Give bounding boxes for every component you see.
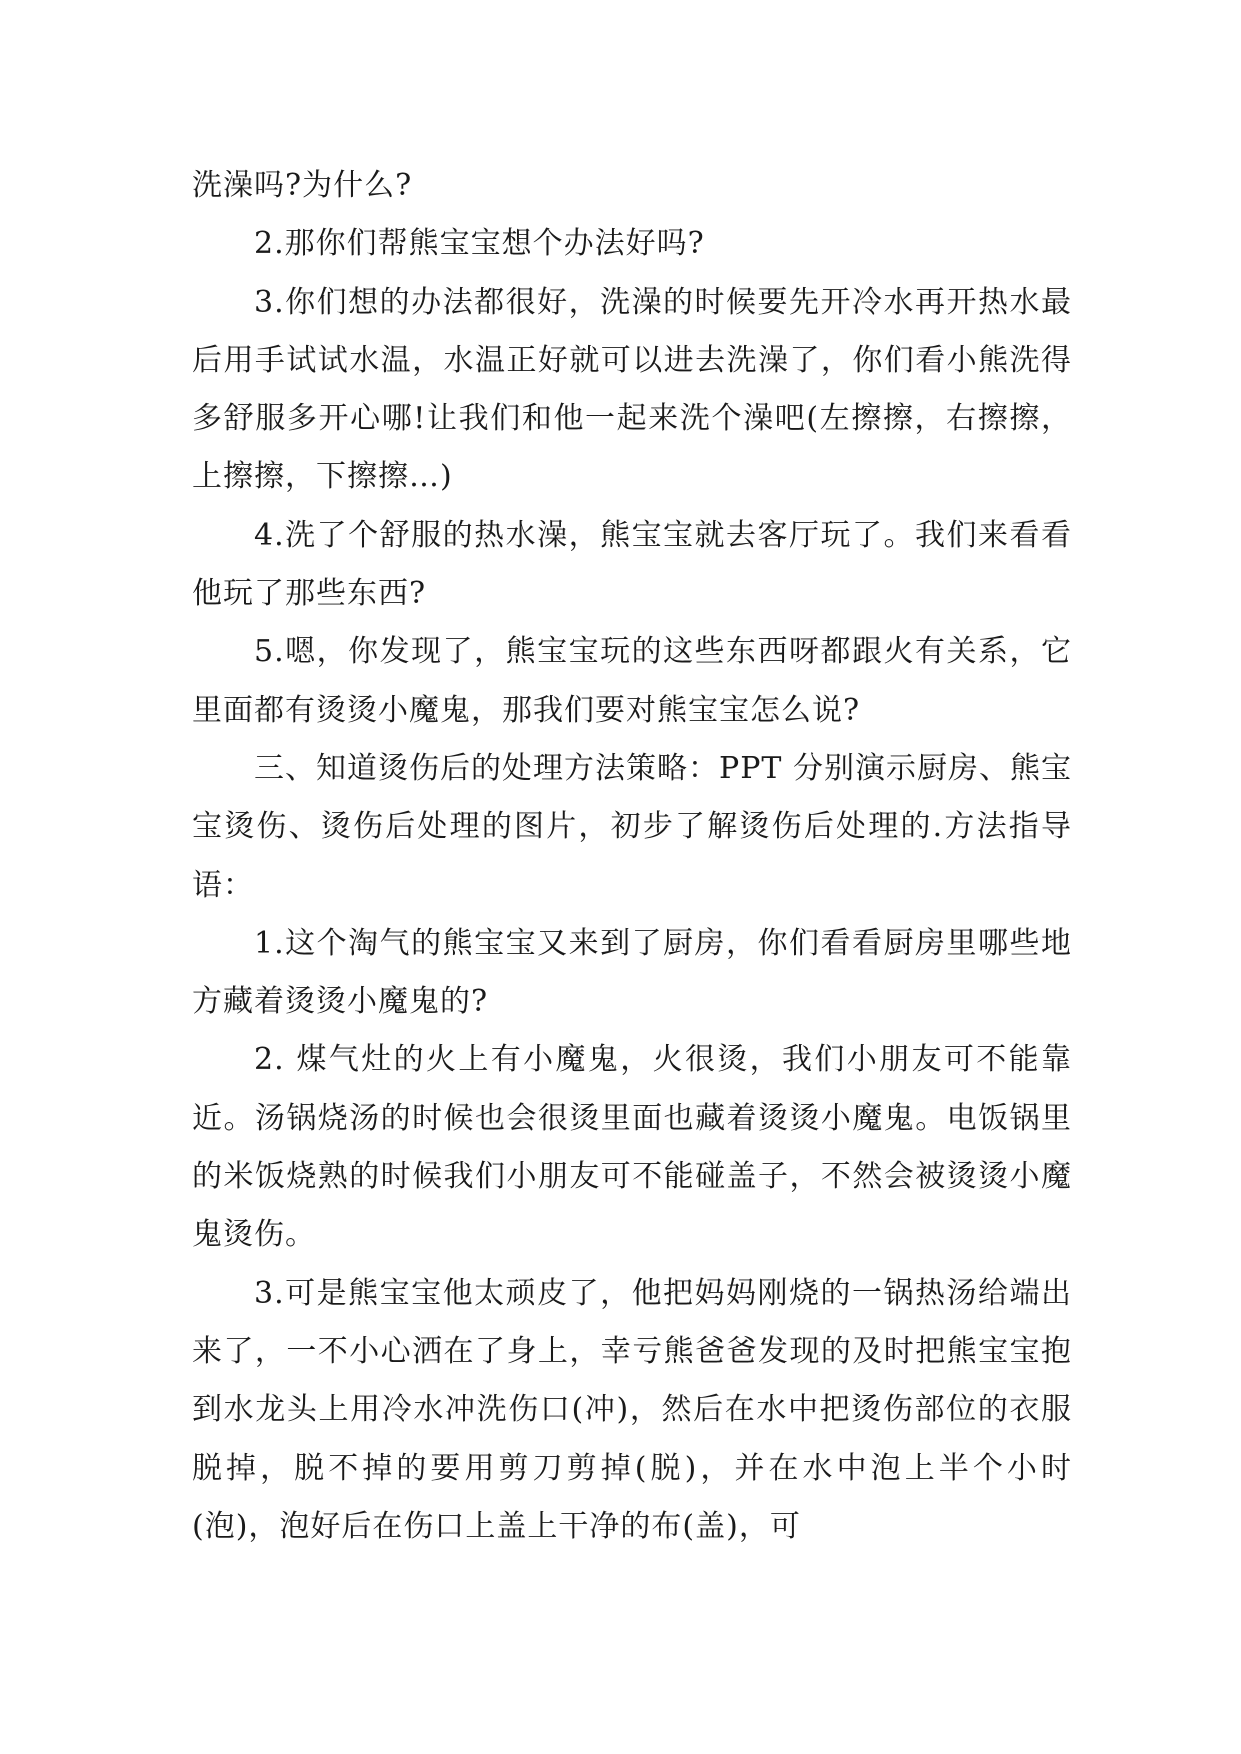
document-body <box>192 157 1072 1556</box>
paragraph-6: 三、知道烫伤后的处理方法策略：PPT 分别演示厨房、熊宝宝烫伤、烫伤后处理的图片，初步了解烫伤后处理的.方法指导语： <box>192 750 1072 903</box>
paragraph-1: 洗澡吗?为什么? <box>192 168 413 203</box>
paragraph-3: 3.你们想的办法都很好，洗澡的时候要先开冷水再开热水最后用手试试水温，水温正好就可以进去洗澡了，你们看小熊洗得多舒服多开心哪!让我们和他一起来洗个澡吧(左擦擦，右擦擦，上擦擦，下擦擦…) <box>192 284 1072 495</box>
paragraph-5: 5.嗯，你发现了，熊宝宝玩的这些东西呀都跟火有关系，它里面都有烫烫小魔鬼，那我们要对熊宝宝怎么说? <box>192 634 1072 728</box>
paragraph-8: 2. 煤气灶的火上有小魔鬼，火很烫，我们小朋友可不能靠近。汤锅烧汤的时候也会很烫里面也藏着烫烫小魔鬼。电饭锅里的米饭烧熟的时候我们小朋友可不能碰盖子，不然会被烫烫小魔鬼烫伤。 <box>192 1042 1072 1253</box>
paragraph-9: 3.可是熊宝宝他太顽皮了，他把妈妈刚烧的一锅热汤给端出来了，一不小心洒在了身上，幸亏熊爸爸发现的及时把熊宝宝抱到水龙头上用冷水冲洗伤口(冲)，然后在水中把烫伤部位的衣服脱掉，脱不掉的要用剪刀剪掉(脱)，并在水中泡上半个小时(泡)，泡好后在伤口上盖上干净的布(盖)，可 <box>192 1275 1072 1544</box>
paragraph-2: 2.那你们帮熊宝宝想个办法好吗? <box>254 226 705 262</box>
paragraph-7: 1.这个淘气的熊宝宝又来到了厨房，你们看看厨房里哪些地方藏着烫烫小魔鬼的? <box>192 925 1072 1020</box>
paragraph-4: 4.洗了个舒服的热水澡，熊宝宝就去客厅玩了。我们来看看他玩了那些东西? <box>192 517 1072 612</box>
